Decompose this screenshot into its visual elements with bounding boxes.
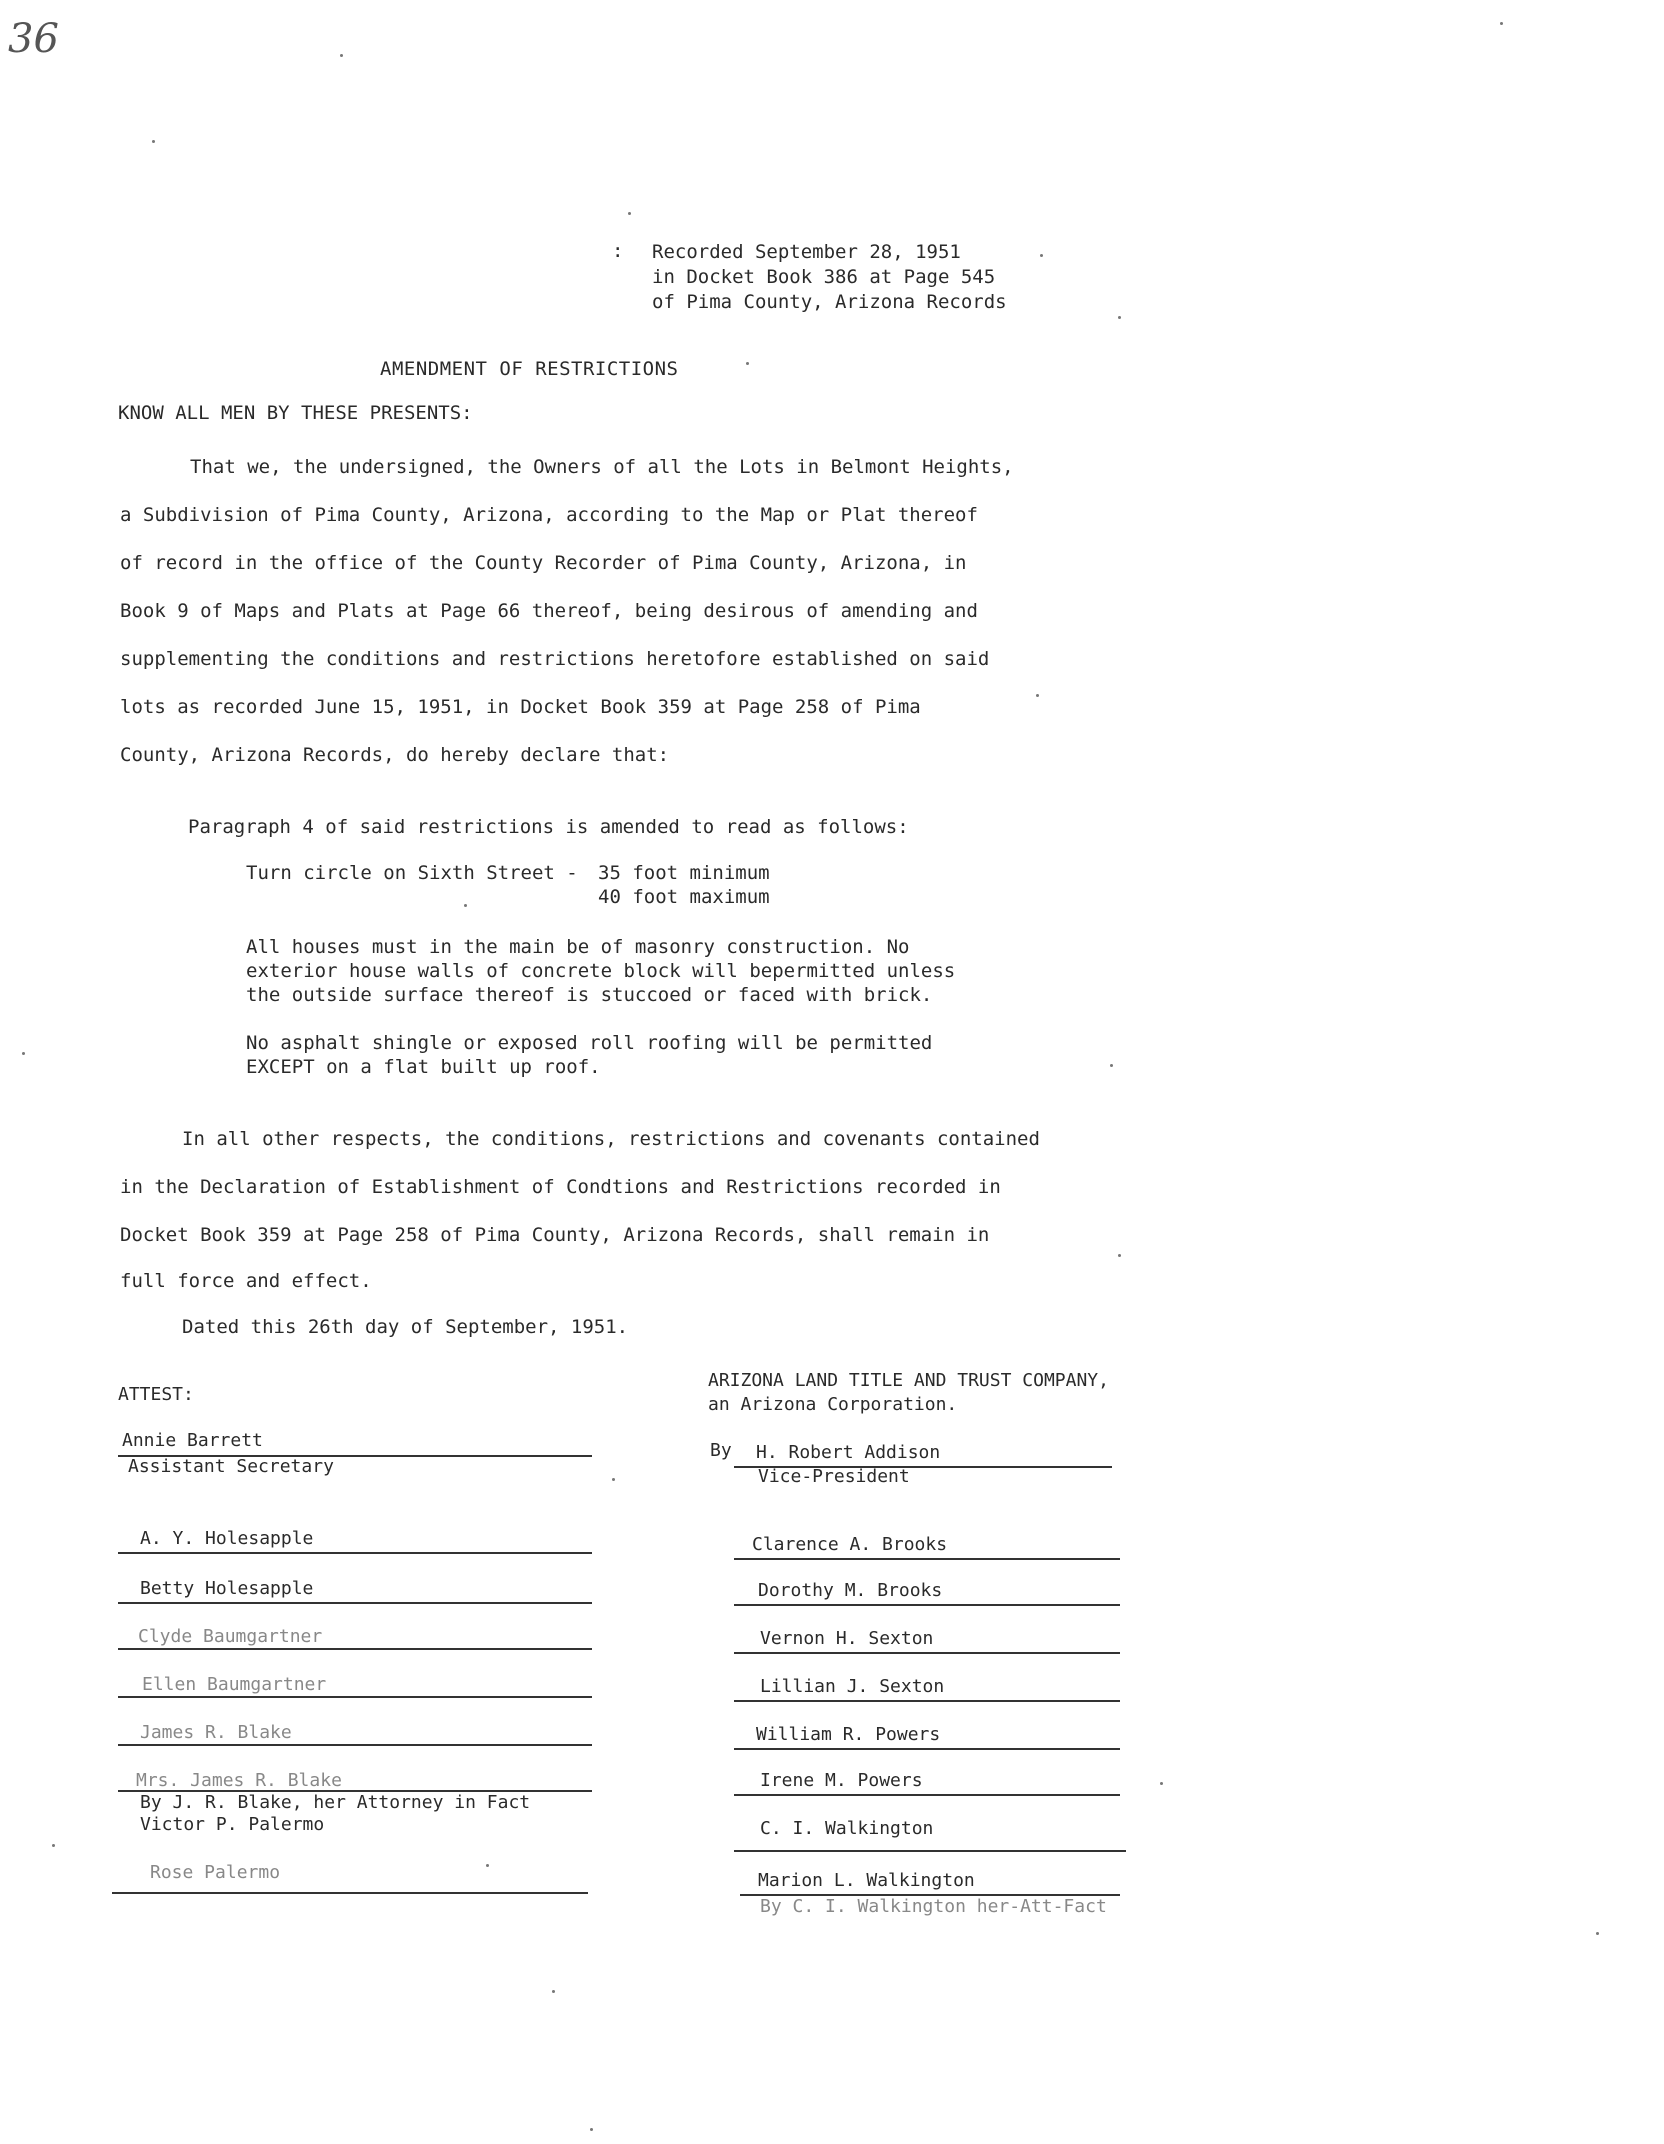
scan-speck (464, 904, 467, 907)
scan-speck (340, 54, 343, 57)
paragraph4-intro: Paragraph 4 of said restrictions is amended to read as follows: (188, 816, 909, 838)
right-signature-3: Vernon H. Sexton (760, 1628, 934, 1649)
company-name: ARIZONA LAND TITLE AND TRUST COMPANY, (708, 1370, 1109, 1391)
turn-circle-min: 35 foot minimum (598, 862, 770, 884)
right-signature-2: Dorothy M. Brooks (758, 1580, 943, 1601)
turn-circle-max: 40 foot maximum (598, 886, 770, 908)
other-respects-line-2: in the Declaration of Establishment of Condtions and Restrictions recorded in (120, 1176, 1001, 1198)
masonry-line-3: the outside surface thereof is stuccoed or faced with brick. (246, 984, 933, 1006)
left-signature-6: Mrs. James R. Blake (136, 1770, 342, 1791)
scan-speck (1596, 1932, 1599, 1935)
right-signature-7: C. I. Walkington (760, 1818, 934, 1839)
right-signature-4: Lillian J. Sexton (760, 1676, 945, 1697)
company-type: an Arizona Corporation. (708, 1394, 958, 1415)
roofing-line-2: EXCEPT on a flat built up roof. (246, 1056, 601, 1078)
document-title: AMENDMENT OF RESTRICTIONS (380, 358, 679, 380)
body-line-3: of record in the office of the County Recorder of Pima County, Arizona, in (120, 552, 967, 574)
recording-line-3: of Pima County, Arizona Records (652, 291, 1007, 313)
body-line-5: supplementing the conditions and restrictions heretofore established on said (120, 648, 990, 670)
body-line-6: lots as recorded June 15, 1951, in Docket Book 359 at Page 258 of Pima (120, 696, 921, 718)
signature-line (734, 1748, 1120, 1750)
signature-line (734, 1850, 1126, 1852)
scan-speck (1500, 22, 1503, 25)
palermo-victor: Victor P. Palermo (140, 1814, 325, 1835)
signature-line (118, 1602, 592, 1604)
scan-speck (486, 1864, 489, 1867)
vp-signature: H. Robert Addison (756, 1442, 941, 1463)
attest-label: ATTEST: (118, 1384, 194, 1405)
signature-line (734, 1604, 1120, 1606)
blake-attorney: By J. R. Blake, her Attorney in Fact (140, 1792, 531, 1813)
turn-circle-label: Turn circle on Sixth Street - (246, 862, 578, 884)
other-respects-line-4: full force and effect. (120, 1270, 372, 1292)
other-respects-line-1: In all other respects, the conditions, restrictions and covenants contained (182, 1128, 1040, 1150)
scan-speck (746, 362, 749, 365)
scan-speck (1036, 694, 1039, 697)
left-signature-3: Clyde Baumgartner (138, 1626, 323, 1647)
scan-speck (1118, 316, 1121, 319)
right-signature-1: Clarence A. Brooks (752, 1534, 948, 1555)
roofing-line-1: No asphalt shingle or exposed roll roofing will be permitted (246, 1032, 933, 1054)
recording-line-1: Recorded September 28, 1951 (652, 241, 961, 263)
scan-speck (1160, 1782, 1163, 1785)
scan-speck (552, 1990, 555, 1993)
signature-line (118, 1744, 592, 1746)
body-line-4: Book 9 of Maps and Plats at Page 66 thereof, being desirous of amending and (120, 600, 978, 622)
dated-line: Dated this 26th day of September, 1951. (182, 1316, 629, 1338)
signature-line (118, 1648, 592, 1650)
secretary-title: Assistant Secretary (128, 1456, 334, 1477)
walkington-marion: Marion L. Walkington (758, 1870, 975, 1891)
signature-line (118, 1696, 592, 1698)
signature-line (734, 1558, 1120, 1560)
palermo-rose: Rose Palermo (150, 1862, 281, 1883)
salutation: KNOW ALL MEN BY THESE PRESENTS: (118, 402, 473, 424)
vp-title: Vice-President (758, 1466, 910, 1487)
masonry-line-2: exterior house walls of concrete block will bepermitted unless (246, 960, 956, 982)
body-line-1: That we, the undersigned, the Owners of all the Lots in Belmont Heights, (190, 456, 1014, 478)
body-line-7: County, Arizona Records, do hereby declare that: (120, 744, 670, 766)
other-respects-line-3: Docket Book 359 at Page 258 of Pima County, Arizona Records, shall remain in (120, 1224, 990, 1246)
scan-speck (152, 140, 155, 143)
right-signature-5: William R. Powers (756, 1724, 941, 1745)
body-line-2: a Subdivision of Pima County, Arizona, according to the Map or Plat thereof (120, 504, 978, 526)
scan-speck (52, 1844, 55, 1847)
right-signature-6: Irene M. Powers (760, 1770, 923, 1791)
signature-line (112, 1892, 588, 1894)
left-signature-5: James R. Blake (140, 1722, 292, 1743)
recording-block (652, 240, 1007, 315)
scan-speck (1118, 1254, 1121, 1257)
signature-line (734, 1652, 1120, 1654)
corner-mark: 36 (8, 16, 59, 62)
left-signature-4: Ellen Baumgartner (142, 1674, 327, 1695)
scan-speck (612, 1478, 615, 1481)
signature-line (734, 1700, 1120, 1702)
scan-speck (22, 1052, 25, 1055)
left-signature-2: Betty Holesapple (140, 1578, 314, 1599)
by-label: By (710, 1440, 732, 1461)
secretary-signature: Annie Barrett (122, 1430, 263, 1451)
left-signature-1: A. Y. Holesapple (140, 1528, 314, 1549)
walkington-by: By C. I. Walkington her-Att-Fact (760, 1896, 1107, 1917)
recording-colon: : (612, 240, 624, 262)
signature-line (118, 1552, 592, 1554)
scan-speck (1040, 254, 1043, 257)
scan-speck (590, 2128, 593, 2131)
recording-line-2: in Docket Book 386 at Page 545 (652, 266, 996, 288)
scan-speck (1110, 1064, 1113, 1067)
masonry-line-1: All houses must in the main be of masonry construction. No (246, 936, 910, 958)
scan-speck (628, 212, 631, 215)
signature-line (734, 1794, 1120, 1796)
